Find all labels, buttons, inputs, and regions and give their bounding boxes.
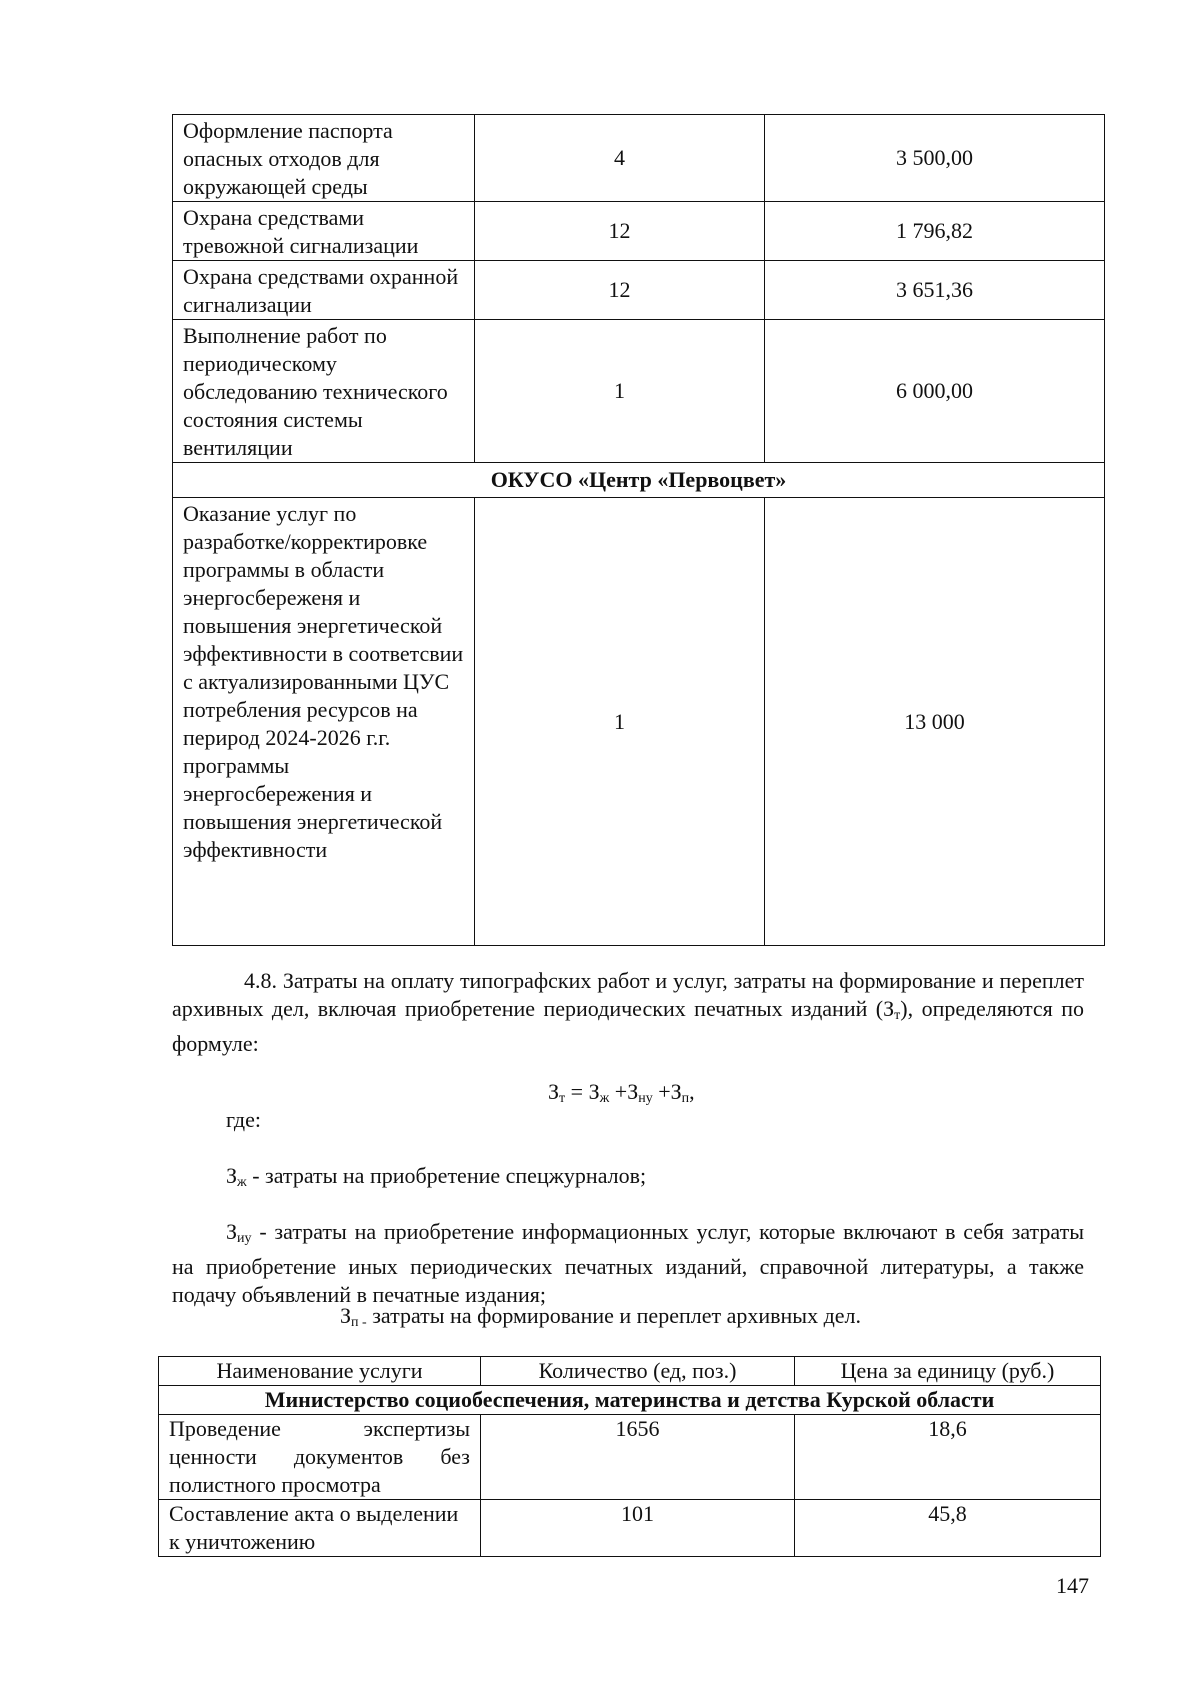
paragraph-text: 4.8. Затраты на оплату типографских работ и услуг, затраты на формирование и переплет архивных дел, включая приобретение периодических печатных изданий (З [172,968,1084,1021]
subscript: т [894,1008,901,1023]
service-price: 18,6 [795,1415,1101,1500]
service-qty: 101 [481,1500,795,1557]
formula [548,1078,848,1113]
subscript: ну [638,1091,653,1106]
definition-iu [172,1218,1084,1309]
name-line: ценности документов без [169,1444,470,1469]
subscript: иу [237,1231,252,1246]
definition-text: затраты на формирование и переплет архивных дел. [366,1303,861,1328]
table-row [173,498,1105,946]
column-header: Цена за единицу (руб.) [795,1357,1101,1386]
definition-text: - затраты на приобретение информационных услуг, которые включают в себя затраты на приобретение иных периодических печатных изданий, справочной литературы, а также подачу объявлений в печатные издания; [172,1219,1084,1307]
section-title: ОКУСО «Центр «Первоцвет» [173,463,1105,498]
paragraph-text-end: ), определяются по формуле: [172,996,1084,1056]
service-price: 1 796,82 [765,202,1105,261]
table-row [159,1415,1101,1500]
table-row [173,202,1105,261]
service-qty: 12 [475,202,765,261]
formula-part: +З [609,1079,639,1104]
service-name: Охрана средствами охранной сигнализации [173,261,475,320]
where-label: где: [226,1107,261,1132]
paragraph-4-8 [172,967,1084,1058]
service-qty: 1656 [481,1415,795,1500]
service-qty: 1 [475,320,765,463]
subscript: п - [351,1315,367,1330]
service-qty: 4 [475,115,765,202]
symbol: З [340,1303,352,1328]
subscript: ж [599,1091,610,1106]
service-price: 3 500,00 [765,115,1105,202]
service-name: Составление акта о выделении к уничтожению [159,1500,481,1557]
service-name: Охрана средствами тревожной сигнализации [173,202,475,261]
section-title: Министерство социобеспечения, материнства и детства Курской области [159,1386,1101,1415]
table-row [159,1500,1101,1557]
column-header: Количество (ед, поз.) [481,1357,795,1386]
service-price: 3 651,36 [765,261,1105,320]
service-price: 45,8 [795,1500,1101,1557]
section-row [159,1386,1101,1415]
table-row [173,261,1105,320]
definition-zh [226,1162,1086,1197]
symbol: З [226,1219,238,1244]
header-row [159,1357,1101,1386]
name-line: Проведение экспертизы [169,1416,470,1441]
service-qty: 1 [475,498,765,946]
formula-part: З [548,1079,560,1104]
service-name: Оказание услуг по разработке/корректировке программы в области энергосбереженя и повышения энергетической эффективности в соответсвии с актуализированными ЦУС потребления ресурсов на перирод 2024-2026 г.г. программы энергосбережения и повышения энергетической эффективности [173,498,475,946]
service-name: Оформление паспорта опасных отходов для окружающей среды [173,115,475,202]
service-name [159,1415,481,1500]
service-name: Выполнение работ по периодическому обследованию технического состояния системы вентиляции [173,320,475,463]
subscript: п [681,1091,690,1106]
formula-part: , [689,1079,695,1104]
name-line: полистного просмотра [169,1472,381,1497]
column-header: Наименование услуги [159,1357,481,1386]
services-table-1 [172,114,1105,946]
service-price: 13 000 [765,498,1105,946]
subscript: т [559,1091,566,1106]
symbol: З [226,1163,238,1188]
definition-p [340,1302,1040,1337]
table-row [173,320,1105,463]
section-row [173,463,1105,498]
subscript: ж [237,1175,247,1190]
service-price: 6 000,00 [765,320,1105,463]
formula-part: = З [565,1079,600,1104]
definition-text: - затраты на приобретение спецжурналов; [246,1163,647,1188]
service-qty: 12 [475,261,765,320]
formula-part: +З [652,1079,682,1104]
page-number: 147 [1056,1573,1089,1598]
table-row [173,115,1105,202]
services-table-2 [158,1356,1101,1557]
